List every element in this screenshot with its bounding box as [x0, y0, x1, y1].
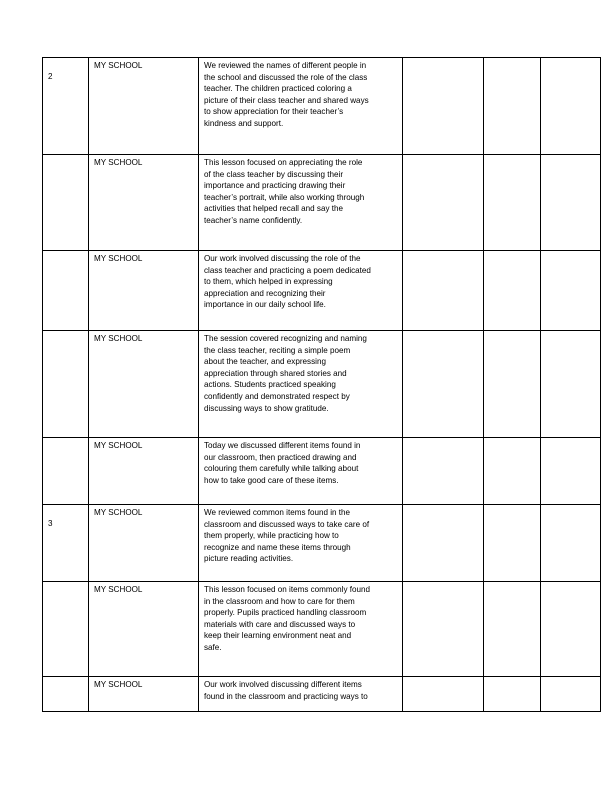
empty-cell: [541, 438, 601, 505]
description-cell: [199, 251, 403, 331]
topic-cell: [89, 331, 199, 438]
table-row: [43, 155, 601, 251]
topic-text: MY SCHOOL: [94, 61, 143, 70]
empty-cell: [484, 505, 541, 582]
topic-text: MY SCHOOL: [94, 254, 143, 263]
table-row: [43, 582, 601, 677]
description-text: This lesson focused on appreciating the role of the class teacher by discussing their importance and practicing drawing their teacher’s portrait, while also working through activities that helped recall and say the teacher’s name confidently.: [204, 158, 365, 225]
topic-cell: [89, 438, 199, 505]
description-cell: [199, 155, 403, 251]
empty-cell: [541, 251, 601, 331]
description-text: Our work involved discussing the role of the class teacher and practicing a poem dedicated to them, which helped in expressing appreciation and recognizing their importance in our daily school life.: [204, 254, 371, 310]
empty-cell: [484, 438, 541, 505]
topic-text: MY SCHOOL: [94, 585, 143, 594]
description-cell: [199, 505, 403, 582]
description-text: The session covered recognizing and naming the class teacher, reciting a simple poem about the teacher, and expressing appreciation through shared stories and actions. Students practiced speaking confidently and demonstrated respect by discussing ways to show gratitude.: [204, 334, 367, 413]
week-cell: [43, 505, 89, 582]
empty-cell: [541, 505, 601, 582]
empty-cell: [403, 58, 484, 155]
empty-cell: [403, 677, 484, 712]
empty-cell: [484, 677, 541, 712]
description-cell: [199, 677, 403, 712]
table-row: [43, 251, 601, 331]
lesson-notes-table: [42, 57, 601, 712]
week-cell: [43, 155, 89, 251]
description-cell: [199, 58, 403, 155]
week-cell: [43, 58, 89, 155]
topic-cell: [89, 155, 199, 251]
week-number: 3: [48, 519, 53, 528]
topic-cell: [89, 251, 199, 331]
week-cell: [43, 438, 89, 505]
description-cell: [199, 331, 403, 438]
empty-cell: [484, 155, 541, 251]
empty-cell: [403, 155, 484, 251]
topic-cell: [89, 677, 199, 712]
topic-text: MY SCHOOL: [94, 508, 143, 517]
description-text: This lesson focused on items commonly found in the classroom and how to care for them properly. Pupils practiced handling classroom materials with care and discussed ways to keep their learning environment neat and safe.: [204, 585, 371, 652]
topic-cell: [89, 58, 199, 155]
empty-cell: [403, 438, 484, 505]
topic-text: MY SCHOOL: [94, 680, 143, 689]
empty-cell: [541, 58, 601, 155]
topic-cell: [89, 505, 199, 582]
topic-cell: [89, 582, 199, 677]
week-cell: [43, 331, 89, 438]
description-text: We reviewed the names of different people in the school and discussed the role of the class teacher. The children practiced coloring a picture of their class teacher and shared ways to show appreciation for their teacher’s kindness and support.: [204, 61, 369, 128]
week-number: [48, 253, 83, 264]
week-number: [48, 584, 83, 595]
description-text: We reviewed common items found in the classroom and discussed ways to take care of them properly, while practicing how to recognize and name these items through picture reading activities.: [204, 508, 370, 564]
week-number: [48, 157, 83, 168]
week-cell: [43, 677, 89, 712]
topic-text: MY SCHOOL: [94, 158, 143, 167]
week-number: [48, 679, 83, 690]
empty-cell: [403, 505, 484, 582]
empty-cell: [541, 331, 601, 438]
description-text: Today we discussed different items found in our classroom, then practiced drawing and colouring them carefully while talking about how to take good care of these items.: [204, 441, 361, 485]
empty-cell: [484, 251, 541, 331]
empty-cell: [403, 251, 484, 331]
week-number: 2: [48, 72, 53, 81]
empty-cell: [484, 582, 541, 677]
description-cell: [199, 582, 403, 677]
table-row: [43, 505, 601, 582]
table-row: [43, 331, 601, 438]
week-number: [48, 333, 83, 344]
empty-cell: [541, 155, 601, 251]
topic-text: MY SCHOOL: [94, 441, 143, 450]
empty-cell: [541, 582, 601, 677]
empty-cell: [403, 331, 484, 438]
description-cell: [199, 438, 403, 505]
description-text: Our work involved discussing different items found in the classroom and practicing ways to: [204, 680, 368, 701]
empty-cell: [484, 331, 541, 438]
empty-cell: [541, 677, 601, 712]
week-cell: [43, 582, 89, 677]
empty-cell: [484, 58, 541, 155]
topic-text: MY SCHOOL: [94, 334, 143, 343]
week-cell: [43, 251, 89, 331]
week-number: [48, 440, 83, 451]
table-row: [43, 58, 601, 155]
table-row: [43, 677, 601, 712]
table-body: [43, 58, 601, 712]
table-row: [43, 438, 601, 505]
empty-cell: [403, 582, 484, 677]
